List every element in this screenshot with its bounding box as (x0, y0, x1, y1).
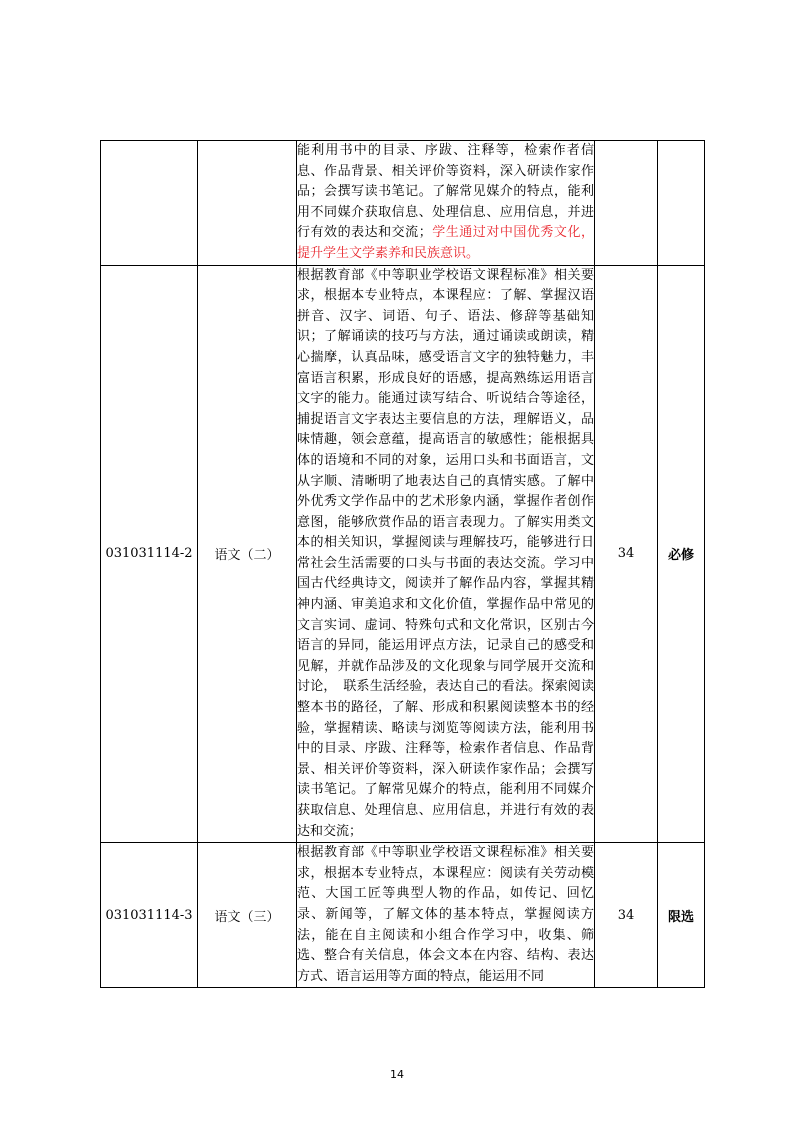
page-number: 14 (390, 1068, 404, 1081)
course-description-cell (297, 265, 595, 843)
curriculum-table (100, 140, 705, 988)
course-name-cell (198, 141, 297, 266)
course-hours-cell: 34 (595, 265, 658, 843)
course-type-cell: 必修 (658, 265, 705, 843)
course-description (297, 843, 594, 987)
course-description-cell (297, 843, 595, 988)
course-type-cell: 限选 (658, 843, 705, 988)
description-text: 根据教育部《中等职业学校语文课程标准》相关要求，根据本专业特点，本课程应：了解、掌握汉语拼音、汉字、词语、句子、语法、修辞等基础知识；了解诵读的技巧与方法，通过诵读或朗读，精心揣摩，认真品味，感受语言文字的独特魅力，丰富语言积累，形成良好的语感，提高熟练运用语言文字的能力。能通过读写结合、听说结合等途径，捕捉语言文字表达主要信息的方法，理解语义，品味情趣，领会意蕴，提高语言的敏感性；能根据具体的语境和不同的对象，运用口头和书面语言，文从字顺、清晰明了地表达自己的真情实感。了解中外优秀文学作品中的艺术形象内涵，掌握作者创作意图，能够欣赏作品的语言表现力。了解实用类文本的相关知识，掌握阅读与理解技巧，能够进行日常社会生活需要的口头与书面的表达交流。学习中国古代经典诗文，阅读并了解作品内容，掌握其精神内涵、审美追求和文化价值，掌握作品中常见的文言实词、虚词、特殊句式和文化常识，区别古今语言的异同，能运用评点方法，记录自己的感受和见解，并就作品涉及的文化现象与同学展开交流和讨论， 联系生活经验，表达自己的看法。探索阅读整本书的路径，了解、形成和积累阅读整本书的经验，掌握精读、略读与浏览等阅读方法，能利用书中的目录、序跋、注释等，检索作者信息、作品背景、相关评价等资料，深入研读作家作品；会撰写读书笔记。了解常见媒介的特点，能利用不同媒介获取信息、处理信息、应用信息，并进行有效的表达和交流； (297, 267, 594, 839)
table-row (101, 141, 705, 266)
course-description (297, 141, 594, 265)
course-code-cell: 031031114-3 (101, 843, 198, 988)
course-hours-cell (595, 141, 658, 266)
course-description-cell (297, 141, 595, 266)
course-name-cell: 语文（三） (198, 843, 297, 988)
table-row (101, 265, 705, 843)
course-name-cell: 语文（二） (198, 265, 297, 843)
course-code-cell: 031031114-2 (101, 265, 198, 843)
description-text: 能利用书中的目录、序跋、注释等，检索作者信息、作品背景、相关评价等资料，深入研读作家作品；会撰写读书笔记。了解常见媒介的特点，能利用不同媒介获取信息、处理信息、应用信息，并进行有效的表达和交流； (297, 143, 594, 241)
course-description (297, 266, 594, 843)
course-code-cell (101, 141, 198, 266)
course-hours-cell: 34 (595, 843, 658, 988)
description-text: 根据教育部《中等职业学校语文课程标准》相关要求，根据本专业特点，本课程应：阅读有关劳动模范、大国工匠等典型人物的作品，如传记、回忆录、新闻等，了解文体的基本特点，掌握阅读方法，能在自主阅读和小组合作学习中，收集、筛选、整合有关信息，体会文本在内容、结构、表达方式、语言运用等方面的特点，能运用不同 (297, 845, 594, 984)
course-type-cell (658, 141, 705, 266)
table-row (101, 843, 705, 988)
description-highlight-text: 学生通过对中国优秀文化，提升学生文学素养和民族意识。 (297, 225, 594, 261)
